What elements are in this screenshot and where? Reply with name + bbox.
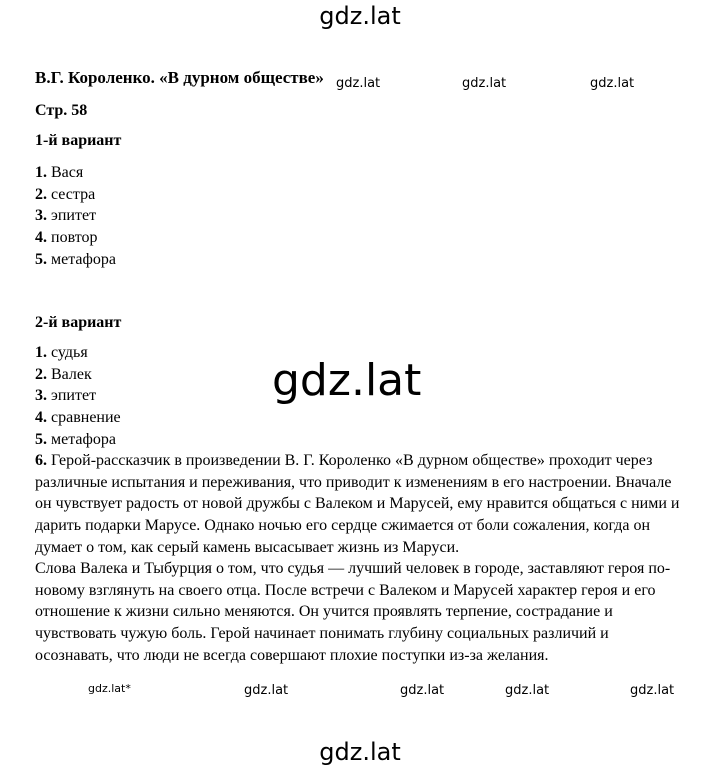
list-item: 3. эпитет bbox=[35, 207, 97, 225]
list-item: 3. эпитет bbox=[35, 387, 97, 405]
variant1-answers bbox=[35, 162, 116, 271]
watermark-inline: gdz.lat bbox=[590, 76, 635, 91]
list-item: 4. сравнение bbox=[35, 409, 121, 427]
list-item: 1. судья bbox=[35, 344, 88, 361]
list-item: 5. метафора bbox=[35, 430, 116, 448]
watermark-top: gdz.lat bbox=[319, 2, 401, 30]
watermark-inline: gdz.lat* bbox=[88, 682, 131, 695]
watermark-inline: gdz.lat bbox=[630, 683, 675, 698]
page-number: Стр. 58 bbox=[35, 102, 88, 119]
watermark-inline: gdz.lat bbox=[505, 683, 550, 698]
list-item: 2. Валек bbox=[35, 365, 92, 383]
list-item: 2. сестра bbox=[35, 185, 96, 203]
variant2-answers bbox=[35, 342, 121, 451]
answer6-paragraph1: 6. Герой-рассказчик в произведении В. Г. Короленко «В дурном обществе» проходит через различные испытания и переживания, что приводит к изменениям в его настроении. Вначале он чувствует радость от новой дружбы с Валеком и Марусей, ему нравится общаться с ними и дарить подарки Марусе. Однако ночью его сердце сжимается от боли сожаления, когда он думает о том, как серый камень высасывает жизнь из Маруси. bbox=[35, 452, 680, 556]
watermark-inline: gdz.lat bbox=[336, 76, 381, 91]
watermark-center: gdz.lat bbox=[272, 355, 422, 406]
list-item: 4. повтор bbox=[35, 229, 98, 247]
answer6-paragraph2: Слова Валека и Тыбурция о том, что судья — лучший человек в городе, заставляют героя по-новому взглянуть на своего отца. После встречи с Валеком и Марусей характер героя и его отношение к жизни сильно меняются. Он учится проявлять терпение, сострадание и чувствовать чужую боль. Герой начинает понимать глубину социальных различий и осознавать, что люди не всегда совершают плохие поступки из-за желания. bbox=[35, 560, 671, 664]
list-item: 1. Вася bbox=[35, 164, 84, 181]
variant2-heading: 2-й вариант bbox=[35, 314, 122, 331]
document-title: В.Г. Короленко. «В дурном обществе» bbox=[35, 68, 324, 87]
variant1-heading: 1-й вариант bbox=[35, 132, 122, 149]
watermark-bottom: gdz.lat bbox=[319, 738, 401, 766]
list-item: 5. метафора bbox=[35, 250, 116, 268]
watermark-inline: gdz.lat bbox=[244, 683, 289, 698]
watermark-inline: gdz.lat bbox=[400, 683, 445, 698]
watermark-inline: gdz.lat bbox=[462, 76, 507, 91]
